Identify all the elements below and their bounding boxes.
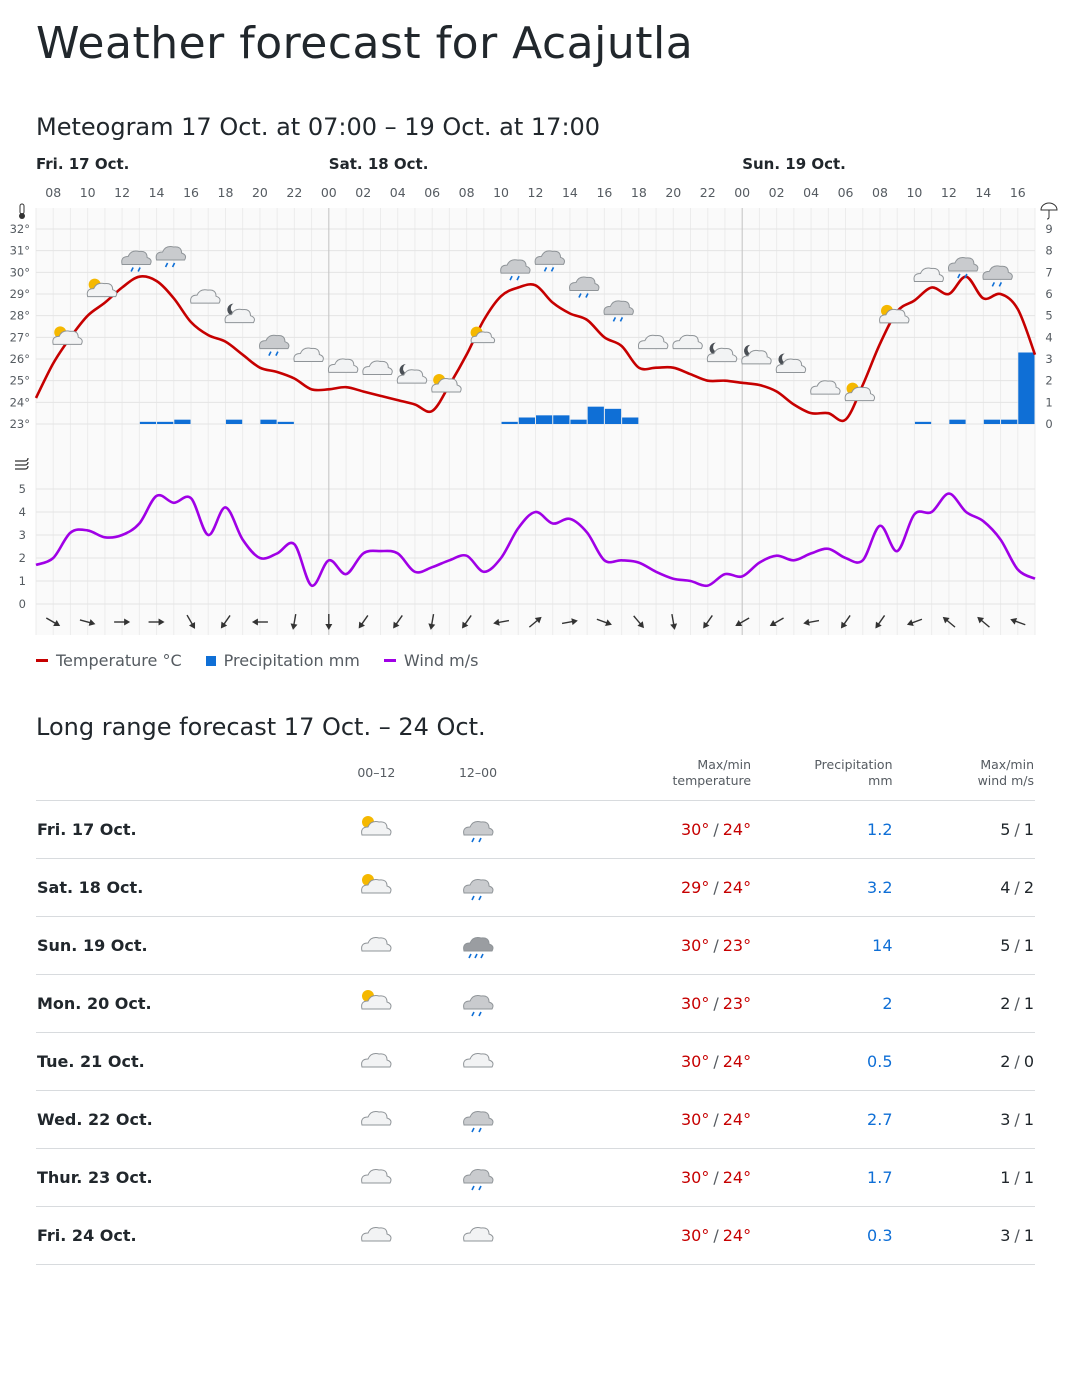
time-tick-label: 20 [251,185,268,200]
wind-icon [15,458,28,469]
header-temperature-line2: temperature [672,773,752,788]
time-tick-label: 14 [975,185,992,200]
wind-min: 1 [1023,994,1034,1013]
header-wind [894,746,1036,801]
time-tick-label: 02 [355,185,372,200]
time-tick-label: 04 [803,185,820,200]
row-temperature [529,975,752,1033]
time-tick-label: 16 [183,185,199,200]
precip-tick-label: 6 [1045,287,1053,301]
legend-precipitation [206,651,360,670]
precip-tick-label: 4 [1045,330,1053,345]
table-row [36,801,1035,859]
time-tick-label: 14 [561,185,578,200]
period1-partly-cloudy-icon [326,859,428,917]
wind-tick-label: 4 [18,505,26,519]
separator: / [713,1110,719,1129]
precipitation-bar [174,420,190,424]
precip-tick-label: 7 [1045,265,1053,280]
separator: / [713,820,719,839]
period2-light-rain-icon [427,1149,529,1207]
separator: / [1014,994,1020,1013]
row-wind [894,859,1036,917]
chart-legend [36,651,478,670]
table-row [36,1207,1035,1265]
time-tick-label: 06 [837,185,854,200]
precipitation-bar [260,420,276,424]
period1-cloudy-icon [326,1149,428,1207]
precip-tick-label: 3 [1045,352,1053,366]
separator: / [1014,1052,1020,1071]
time-tick-label: 06 [424,185,441,200]
wind-max: 2 [1000,994,1011,1013]
temp-tick-label: 32° [9,222,30,236]
period1-partly-cloudy-icon [326,801,428,859]
wind-min: 1 [1023,1226,1034,1245]
temp-max: 30° [680,1052,710,1071]
precipitation-bar [1001,420,1017,424]
wind-tick-label: 3 [18,528,26,542]
time-tick-label: 16 [596,185,613,200]
row-wind [894,1149,1036,1207]
time-tick-label: 02 [768,185,785,200]
temp-tick-label: 30° [9,265,30,280]
precipitation-bar [622,418,638,425]
precipitation-bar [949,420,965,424]
header-temperature-line1: Max/min [697,757,752,772]
row-temperature [529,1091,752,1149]
row-day: Fri. 24 Oct. [36,1207,326,1265]
precipitation-bar [1018,353,1034,425]
separator: / [1014,1168,1020,1187]
precip-tick-label: 0 [1045,417,1053,431]
temp-max: 30° [680,994,710,1013]
legend-wind-label: Wind m/s [403,651,479,670]
temp-min: 24° [722,1226,752,1245]
time-tick-label: 10 [79,185,96,200]
precipitation-bar [226,420,242,424]
time-tick-label: 10 [906,185,923,200]
wind-tick-label: 2 [18,551,26,565]
temp-tick-label: 23° [9,417,30,431]
temp-min: 24° [722,1168,752,1187]
header-period-1: 00–12 [326,746,428,801]
separator: / [1014,820,1020,839]
time-tick-label: 00 [320,185,337,200]
precipitation-bar [278,422,294,424]
wind-min: 2 [1023,878,1034,897]
long-range-header-row [36,746,1035,801]
separator: / [713,1226,719,1245]
time-tick-label: 08 [45,185,62,200]
temp-max: 29° [680,878,710,897]
wind-max: 1 [1000,1168,1011,1187]
row-temperature [529,1033,752,1091]
table-row [36,917,1035,975]
header-precipitation-line1: Precipitation [814,757,893,772]
precip-tick-label: 5 [1045,308,1053,323]
time-tick-label: 08 [458,185,475,200]
period2-rain-icon [427,917,529,975]
header-wind-line1: Max/min [980,757,1034,772]
period1-cloudy-icon [326,1033,428,1091]
temp-min: 24° [722,878,752,897]
separator: / [713,878,719,897]
temp-min: 23° [722,936,752,955]
row-precipitation: 3.2 [752,859,893,917]
row-day: Sun. 19 Oct. [36,917,326,975]
temp-min: 24° [722,1052,752,1071]
row-wind [894,1207,1036,1265]
row-day: Mon. 20 Oct. [36,975,326,1033]
row-wind [894,917,1036,975]
temp-tick-label: 26° [9,352,30,366]
row-precipitation: 0.3 [752,1207,893,1265]
period2-cloudy-icon [427,1207,529,1265]
separator: / [713,1052,719,1071]
separator: / [713,994,719,1013]
row-temperature [529,917,752,975]
table-row [36,1149,1035,1207]
legend-temperature-label: Temperature °C [56,651,182,670]
time-tick-label: 12 [940,185,957,200]
row-temperature [529,859,752,917]
day-label: Sun. 19 Oct. [742,155,846,173]
temp-tick-label: 29° [9,287,30,301]
wind-min: 0 [1023,1052,1034,1071]
header-period-2: 12–00 [427,746,529,801]
precipitation-bar [588,407,604,424]
legend-precipitation-label: Precipitation mm [223,651,360,670]
header-day [36,746,326,801]
time-tick-label: 22 [286,185,303,200]
precipitation-bar [984,420,1000,424]
precip-tick-label: 1 [1045,395,1053,410]
separator: / [1014,936,1020,955]
legend-temperature-swatch [36,659,48,662]
row-day: Fri. 17 Oct. [36,801,326,859]
row-wind [894,801,1036,859]
time-tick-label: 10 [493,185,510,200]
row-wind [894,1033,1036,1091]
temp-tick-label: 28° [9,308,30,323]
wind-tick-label: 0 [18,597,26,611]
meteogram-chart [0,180,1080,645]
time-tick-label: 18 [217,185,234,200]
legend-precipitation-swatch [206,656,216,666]
row-temperature [529,1207,752,1265]
temp-min: 23° [722,994,752,1013]
temp-max: 30° [680,1226,710,1245]
long-range-table [36,746,1035,1265]
separator: / [1014,1110,1020,1129]
thermometer-icon [19,204,25,219]
row-precipitation: 0.5 [752,1033,893,1091]
temp-max: 30° [680,1110,710,1129]
temp-tick-label: 25° [9,373,30,388]
temp-max: 30° [680,1168,710,1187]
header-precipitation-line2: mm [868,773,893,788]
umbrella-icon [1041,203,1057,219]
wind-max: 2 [1000,1052,1011,1071]
time-tick-label: 18 [630,185,647,200]
table-row [36,1091,1035,1149]
precipitation-bar [157,422,173,424]
temp-tick-label: 27° [9,330,30,345]
separator: / [713,1168,719,1187]
page-title: Weather forecast for Acajutla [36,18,694,69]
wind-max: 3 [1000,1226,1011,1245]
temp-min: 24° [722,820,752,839]
header-temperature [529,746,752,801]
wind-max: 4 [1000,878,1011,897]
time-tick-label: 12 [527,185,544,200]
wind-tick-label: 5 [18,482,26,496]
wind-max: 5 [1000,820,1011,839]
separator: / [1014,878,1020,897]
period2-light-rain-icon [427,801,529,859]
temp-tick-label: 24° [9,395,30,410]
row-precipitation: 1.7 [752,1149,893,1207]
table-row [36,859,1035,917]
precipitation-bar [553,415,569,424]
precipitation-bar [140,422,156,424]
row-day: Thur. 23 Oct. [36,1149,326,1207]
wind-min: 1 [1023,820,1034,839]
time-tick-label: 12 [114,185,131,200]
legend-wind-swatch [384,659,396,662]
period1-cloudy-icon [326,1207,428,1265]
precipitation-bar [519,418,535,425]
period2-cloudy-icon [427,1033,529,1091]
day-label: Sat. 18 Oct. [328,155,429,173]
wind-min: 1 [1023,1168,1034,1187]
wind-tick-label: 1 [18,574,26,588]
wind-max: 3 [1000,1110,1011,1129]
precipitation-bar [570,420,586,424]
period2-light-rain-icon [427,859,529,917]
header-precipitation [752,746,893,801]
time-tick-label: 04 [389,185,406,200]
long-range-title: Long range forecast 17 Oct. – 24 Oct. [36,713,486,741]
temp-tick-label: 31° [9,243,30,258]
table-row [36,975,1035,1033]
period1-partly-cloudy-icon [326,975,428,1033]
wind-min: 1 [1023,936,1034,955]
row-wind [894,975,1036,1033]
day-label: Fri. 17 Oct. [36,155,130,173]
time-tick-label: 00 [734,185,751,200]
row-day: Wed. 22 Oct. [36,1091,326,1149]
temp-max: 30° [680,936,710,955]
wind-min: 1 [1023,1110,1034,1129]
period1-cloudy-icon [326,917,428,975]
legend-temperature [36,651,182,670]
precip-tick-label: 2 [1045,373,1053,388]
row-temperature [529,1149,752,1207]
row-wind [894,1091,1036,1149]
separator: / [1014,1226,1020,1245]
row-day: Sat. 18 Oct. [36,859,326,917]
precip-tick-label: 8 [1045,243,1053,258]
precipitation-bar [502,422,518,424]
period2-light-rain-icon [427,1091,529,1149]
precipitation-bar [605,409,621,424]
wind-max: 5 [1000,936,1011,955]
temp-min: 24° [722,1110,752,1129]
header-wind-line2: wind m/s [977,773,1034,788]
temp-max: 30° [680,820,710,839]
row-precipitation: 1.2 [752,801,893,859]
time-tick-label: 14 [148,185,165,200]
separator: / [713,936,719,955]
row-precipitation: 2.7 [752,1091,893,1149]
row-temperature [529,801,752,859]
time-tick-label: 20 [665,185,682,200]
period1-cloudy-icon [326,1091,428,1149]
time-tick-label: 08 [872,185,888,200]
row-precipitation: 2 [752,975,893,1033]
meteogram-title: Meteogram 17 Oct. at 07:00 – 19 Oct. at 17:00 [36,113,601,141]
legend-wind [384,651,479,670]
precipitation-bar [536,415,552,424]
time-tick-label: 16 [1009,185,1026,200]
time-tick-label: 22 [699,185,716,200]
precipitation-bar [915,422,931,424]
period2-light-rain-icon [427,975,529,1033]
precip-tick-label: 9 [1045,222,1053,236]
row-precipitation: 14 [752,917,893,975]
table-row [36,1033,1035,1091]
row-day: Tue. 21 Oct. [36,1033,326,1091]
